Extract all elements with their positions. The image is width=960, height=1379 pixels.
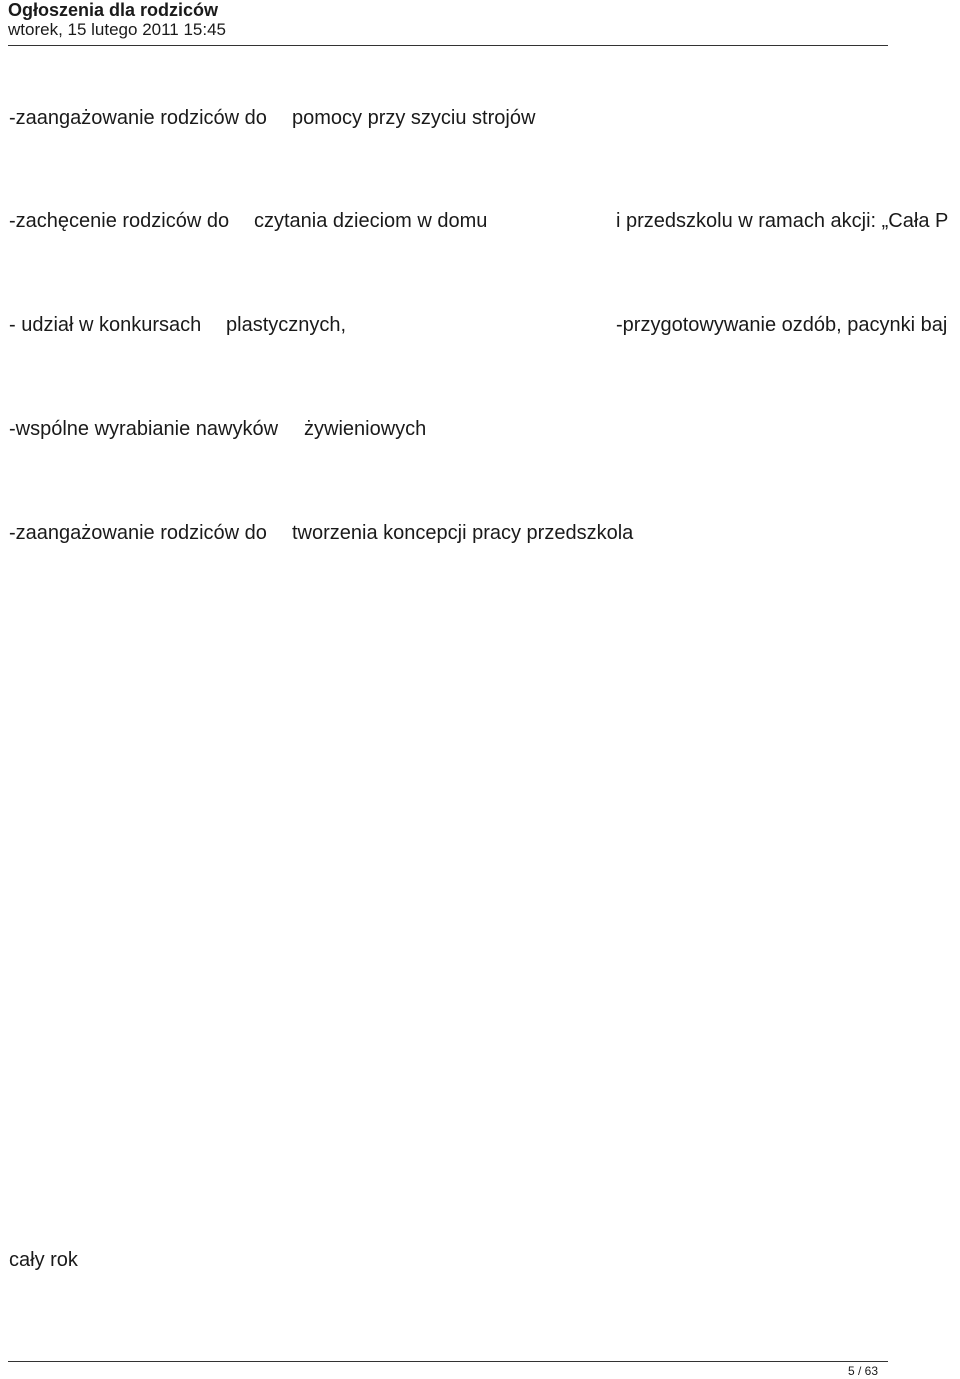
text-segment: - udział w konkursach bbox=[9, 314, 202, 336]
text-segment: -przygotowywanie ozdób, pacynki baj bbox=[616, 314, 948, 336]
text-segment: czytania dzieciom w domu bbox=[254, 210, 488, 232]
page-number: 5 / 63 bbox=[847, 1364, 878, 1378]
text-line bbox=[0, 1248, 960, 1272]
text-segment: pomocy przy szyciu strojów bbox=[292, 107, 536, 129]
text-segment: -zachęcenie rodziców do bbox=[9, 210, 230, 232]
text-line bbox=[0, 417, 960, 441]
text-line bbox=[0, 209, 960, 233]
text-segment: -wspólne wyrabianie nawyków bbox=[9, 418, 279, 440]
text-segment: cały rok bbox=[9, 1249, 78, 1271]
text-segment: -zaangażowanie rodziców do bbox=[9, 107, 267, 129]
text-line bbox=[0, 313, 960, 337]
footer-divider bbox=[8, 1361, 888, 1362]
text-line bbox=[0, 106, 960, 130]
document-title: Ogłoszenia dla rodziców bbox=[8, 0, 219, 20]
text-segment: żywieniowych bbox=[304, 418, 427, 440]
text-segment: -zaangażowanie rodziców do bbox=[9, 522, 267, 544]
document-date: wtorek, 15 lutego 2011 15:45 bbox=[8, 20, 227, 39]
header-divider bbox=[8, 45, 888, 46]
text-segment: tworzenia koncepcji pracy przedszkola bbox=[292, 522, 634, 544]
text-segment: plastycznych, bbox=[226, 314, 347, 336]
text-line bbox=[0, 521, 960, 545]
text-segment: i przedszkolu w ramach akcji: „Cała P bbox=[616, 210, 949, 232]
